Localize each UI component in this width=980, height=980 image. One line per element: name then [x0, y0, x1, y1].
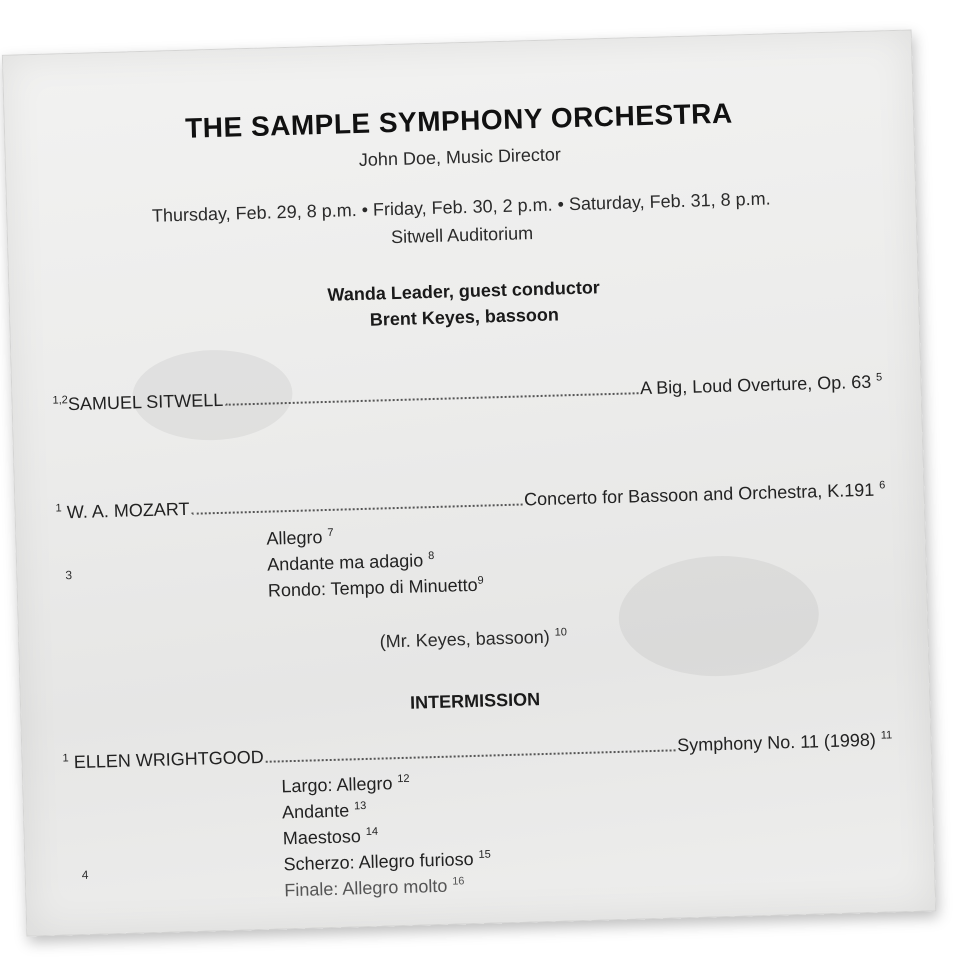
soloist: Brent Keyes, bassoon	[369, 304, 560, 330]
footnote-marker: 12	[397, 772, 410, 786]
program-sheet	[2, 29, 936, 936]
dot-leader	[225, 392, 638, 406]
work-title: A Big, Loud Overture, Op. 63 $^5$	[639, 371, 883, 399]
footnote-marker: 1	[55, 502, 62, 515]
composer-name: $^{1,2}$SAMUEL SITWELL	[52, 389, 224, 415]
music-director: John Doe, Music Director	[358, 144, 562, 170]
orchestra-title: THE SAMPLE SYMPHONY ORCHESTRA	[184, 97, 734, 144]
work-title: Concerto for Bassoon and Orchestra, K.191 $^6$	[523, 479, 886, 510]
movement: Maestoso $^{14}$	[282, 825, 379, 849]
footnote-marker: 13	[353, 799, 367, 813]
dot-leader	[192, 504, 523, 515]
dot-leader	[266, 749, 676, 762]
footnote-marker: 11	[880, 729, 893, 742]
movement: Rondo: Tempo di Minuetto$^9$	[267, 574, 484, 601]
footnote-marker: 7	[327, 526, 334, 539]
venue: Sitwell Auditorium	[390, 223, 534, 248]
intermission-heading: INTERMISSION	[409, 689, 541, 713]
footnote-marker: 10	[554, 626, 568, 639]
paper-smudge	[617, 553, 820, 679]
footnote-marker: 9	[477, 574, 484, 587]
program-piece	[55, 479, 885, 523]
footnote-marker: 1,2	[52, 394, 68, 407]
movement: Andante ma adagio $^8$	[266, 549, 435, 575]
footnote-marker: 6	[878, 479, 886, 492]
work-title: Symphony No. 11 (1998) $^{11}$	[676, 729, 893, 756]
margin-number: 3	[65, 568, 73, 583]
performance-dates: Thursday, Feb. 29, 8 p.m. • Friday, Feb. 30, 2 p.m. • Saturday, Feb. 31, 8 p.m.	[151, 188, 771, 226]
footnote-marker: 15	[478, 848, 491, 861]
footnote-marker: 1	[62, 752, 69, 765]
composer-name: $^1$ ELLEN WRIGHTGOOD	[62, 746, 265, 773]
movement: Finale: Allegro molto $^{16}$	[284, 875, 465, 901]
footnote-marker: 16	[452, 875, 465, 888]
footnote-marker: 8	[428, 549, 435, 563]
movement: Largo: Allegro $^{12}$	[281, 772, 410, 797]
performer-note: (Mr. Keyes, bassoon) $^{10}$	[379, 626, 568, 652]
movement: Allegro $^7$	[266, 526, 334, 549]
movement: Andante $^{13}$	[281, 799, 367, 823]
margin-number: 4	[81, 867, 89, 882]
footnote-marker: 14	[365, 825, 379, 839]
program-piece	[62, 729, 892, 773]
movement: Scherzo: Allegro furioso $^{15}$	[283, 848, 491, 875]
guest-conductor: Wanda Leader, guest conductor	[327, 277, 601, 305]
composer-name: $^1$ W. A. MOZART	[55, 498, 190, 523]
footnote-marker: 5	[875, 371, 883, 384]
